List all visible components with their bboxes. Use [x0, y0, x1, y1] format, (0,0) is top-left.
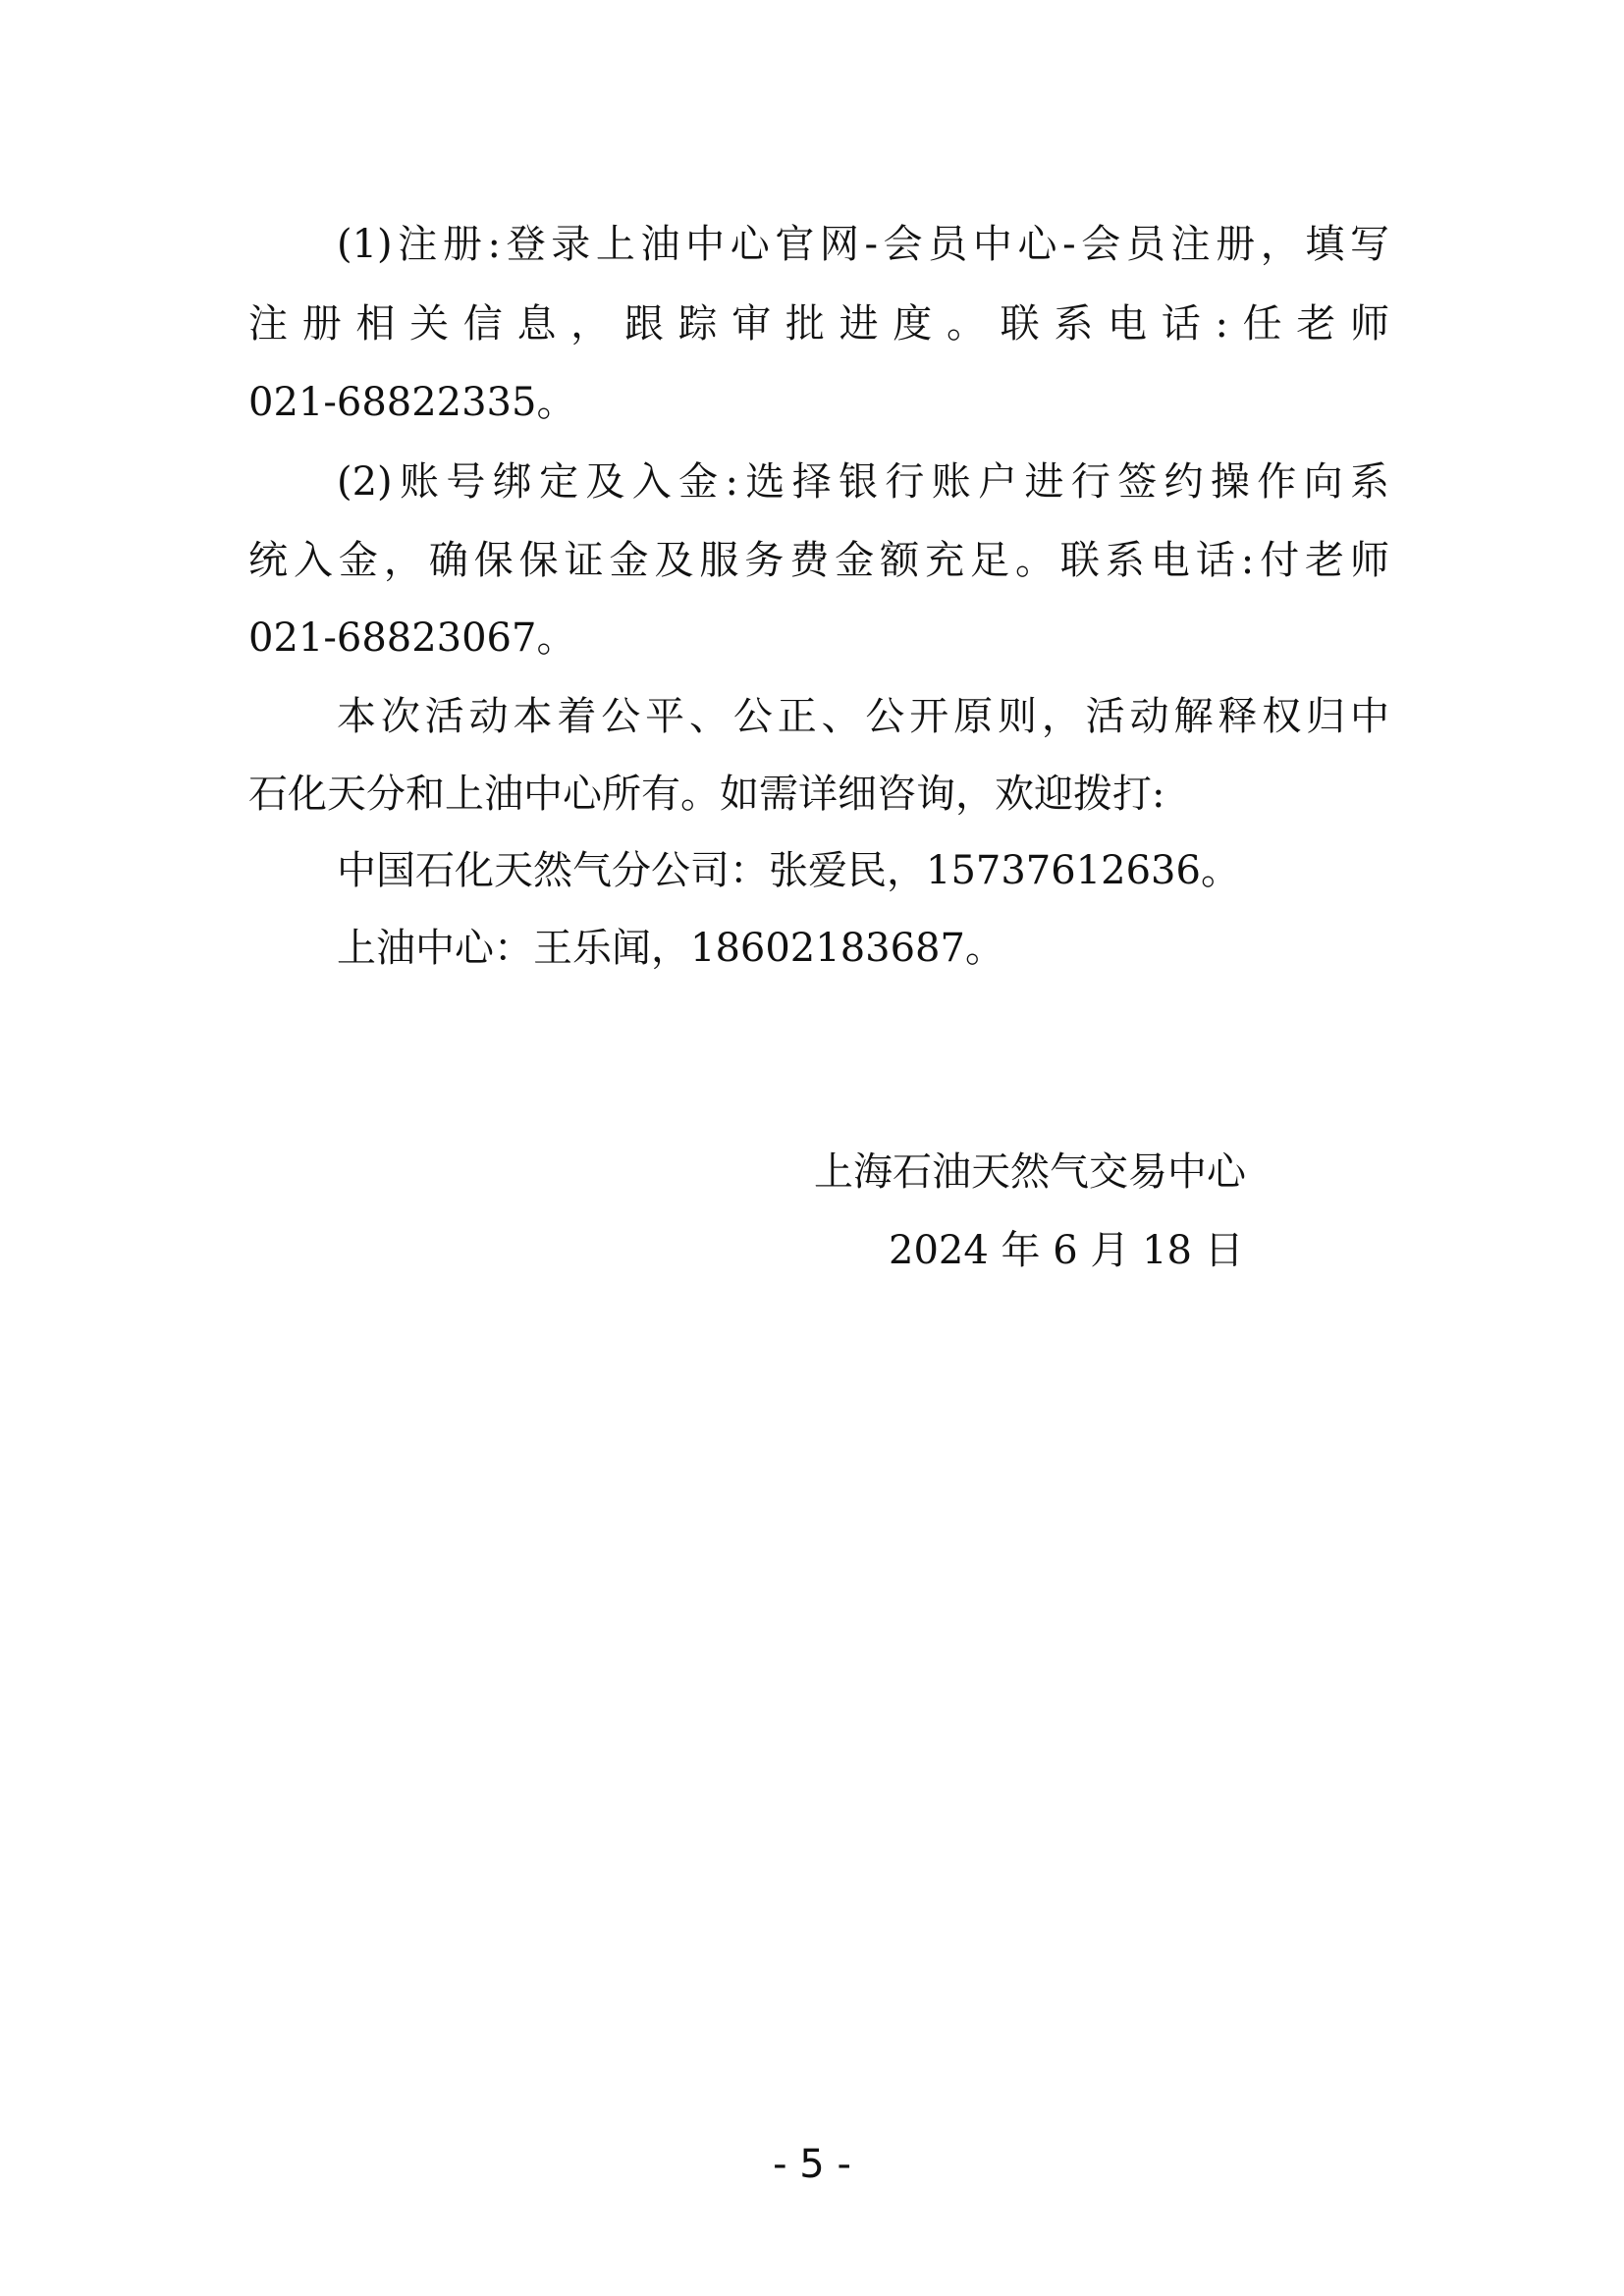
paragraph-2-line-2: 统入金，确保保证金及服务费金额充足。联系电话:付老师 [248, 538, 1389, 583]
paragraph-3-line-2: 石化天分和上油中心所有。如需详细咨询，欢迎拨打: [248, 772, 1165, 817]
paragraph-1-line-1: (1)注册:登录上油中心官网-会员中心-会员注册，填写 [337, 222, 1389, 267]
paragraph-1-line-2: 注册相关信息，跟踪审批进度。联系电话:任老师 [248, 301, 1389, 347]
paragraph-3-line-1: 本次活动本着公平、公正、公开原则，活动解释权归中 [337, 694, 1389, 739]
paragraph-2-line-1: (2)账号绑定及入金:选择银行账户进行签约操作向系 [337, 459, 1389, 505]
signature-date: 2024 年 6 月 18 日 [889, 1228, 1244, 1273]
paragraph-2-line-3: 021-68823067。 [248, 615, 576, 661]
page-number: - 5 - [773, 2142, 851, 2187]
paragraph-1-line-3: 021-68822335。 [248, 380, 576, 425]
contact-shpgx: 上油中心：王乐闻，18602183687。 [337, 926, 1004, 971]
signature-organization: 上海石油天然气交易中心 [814, 1149, 1246, 1195]
contact-sinopec-gas: 中国石化天然气分公司：张爱民，15737612636。 [337, 848, 1240, 893]
